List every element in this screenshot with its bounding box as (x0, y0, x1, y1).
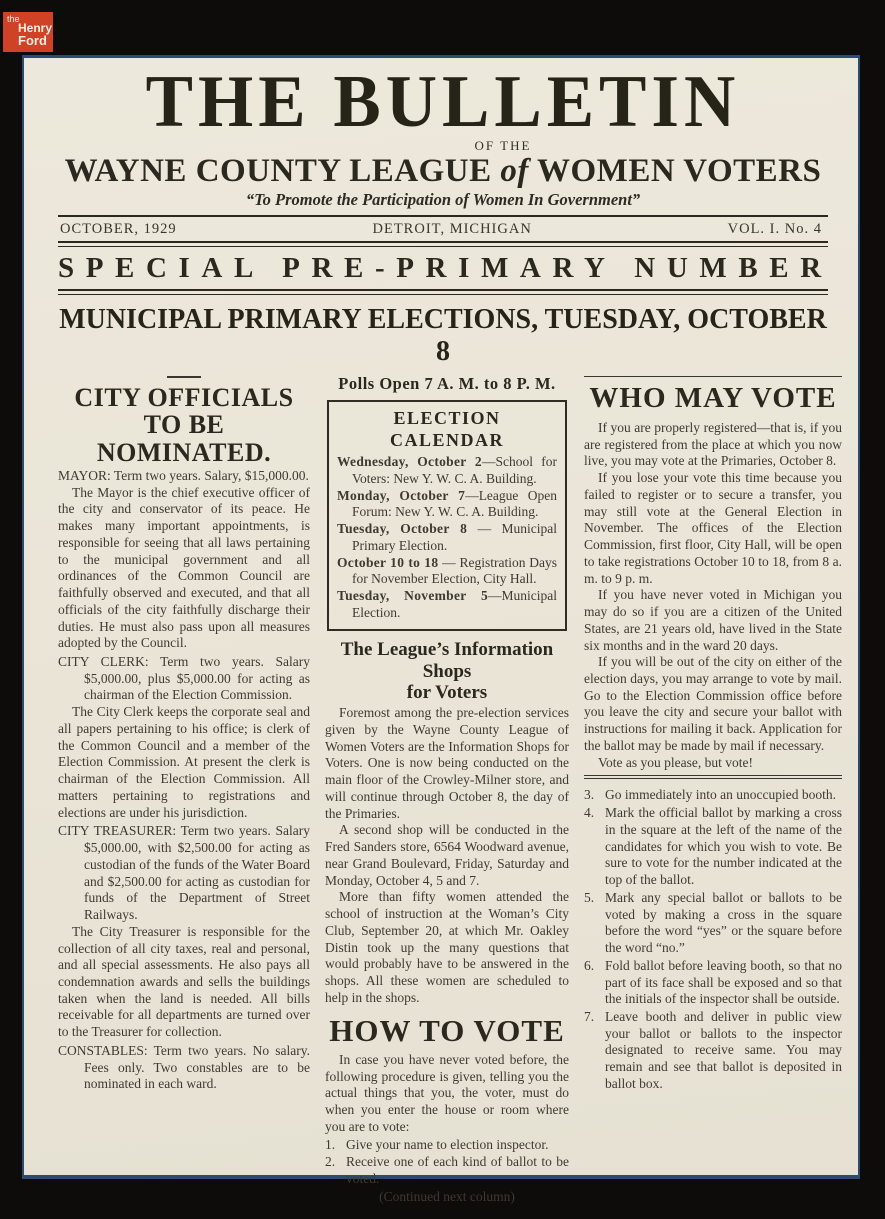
calendar-entry-text: —School for Voters: New Y. W. C. A. Building. (352, 454, 557, 486)
motto: “To Promote the Participation of Women In Government” (245, 190, 641, 210)
vote-step (325, 1154, 569, 1187)
constables-term-entry: CONSTABLES: Term two years. No salary. Fees only. Two constables are to be nominated in each ward. (58, 1042, 310, 1092)
logo-ford: Ford (18, 33, 47, 48)
information-shops-heading-line1: The League’s Information Shops (340, 639, 554, 682)
calendar-entry-text: — Municipal Primary Election. (352, 521, 557, 553)
column-layout (58, 374, 842, 1219)
logo-henry: Henry (18, 21, 53, 35)
masthead (58, 61, 828, 210)
vote-step-text: Fold ballot before leaving booth, so that no part of its face shall be exposed and so that the initials of the inspector shall be outside. (605, 957, 842, 1007)
calendar-entry-text: —League Open Forum: New Y. W. C. A. Building. (352, 487, 557, 520)
city-officials-heading-line1: CITY OFFICIALS (74, 383, 294, 413)
section-dash (167, 376, 201, 378)
logo-the: the (7, 14, 20, 24)
shops-paragraph-3: More than fifty women attended the school of instruction at the Woman’s City Club, September 20, at which Mr. Oakley Distin took up the many questions that would probably have to be answered in the shops. All these women are scheduled to help in the shops. (325, 889, 569, 1005)
city-treasurer-description: The City Treasurer is responsible for the collection of all city taxes, real and personal, and all special assessments. He also pays all condemnation awards and sells the buildings taken when the land is needed. All bills receivable for all departments are turned over to the Treasurer for collection. (58, 923, 310, 1040)
city-clerk-description: The City Clerk keeps the corporate seal and all papers pertaining to his office; is clerk of the Common Council and a member of the Election Commission. At present the clerk is chairman of the Election Commission. All matters pertaining to registrations and elections are under his jurisdiction. (58, 704, 310, 820)
calendar-entry-date: Tuesday, November 5 (337, 588, 488, 603)
column-who-may-vote (584, 374, 842, 1219)
org-name-of: of (500, 153, 529, 190)
org-name-pre: WAYNE COUNTY LEAGUE (64, 153, 492, 190)
election-calendar-title: ELECTION CALENDAR (389, 407, 504, 450)
page-title: THE BULLETIN (145, 61, 741, 143)
city-clerk-term-entry: CITY CLERK: Term two years. Salary $5,000.00, plus $5,000.00 for acting as chairman of the Election Commission. (58, 654, 310, 703)
calendar-entry (337, 488, 557, 521)
org-name-post: WOMEN VOTERS (537, 153, 822, 190)
shops-paragraph-2: A second shop will be conducted in the Fred Sanders store, 6564 Woodward avenue, near Grand Boulevard, Friday, Saturday and Monday, October 4, 5 and 7. (325, 822, 569, 888)
special-number-banner: SPECIAL PRE-PRIMARY NUMBER (58, 252, 833, 285)
calendar-entry (337, 521, 557, 554)
who-paragraph-3: If you have never voted in Michigan you may do so if you are a citizen of the United States, are 21 years old, have lived in the State six months and in the ward 20 days. (584, 587, 842, 653)
who-may-vote-top-rule (584, 376, 842, 377)
calendar-entry (337, 588, 557, 621)
dateline-volume: VOL. I. No. 4 (727, 221, 822, 238)
mayor-description: The Mayor is the chief executive officer of the city and conservator of its peace. He makes many important appointments, is responsible for seeing that all laws pertaining to the municipal government and all ordinances of the Common Council are faithfully observed and executed, and that all officials of the city faithfully discharge their duties. He must also pass upon all measures adopted by the Council. (58, 484, 310, 651)
vote-step-text: Leave booth and deliver in public view your ballot or ballots to the inspector designated to receive same. You may remain and see that ballot is deposited in ballot box. (605, 1008, 842, 1091)
vote-step-number: 1. (325, 1136, 336, 1152)
vote-step (584, 805, 842, 889)
city-treasurer-term-entry: CITY TREASURER: Term two years. Salary $5,000.00, with $2,500.00 for acting as custodian of the funds of the Water Board and $2,500.00 for acting as custodian for funds of the Department of Street Railways. (58, 823, 310, 923)
dateline (58, 217, 828, 241)
bulletin-page (22, 55, 860, 1204)
dateline-issue-date: OCTOBER, 1929 (60, 221, 177, 238)
vote-step-number: 6. (584, 957, 595, 973)
vote-step-text: Go immediately into an unoccupied booth. (605, 787, 836, 803)
vote-step-text: Mark the official ballot by marking a cross in the square at the left of the name of the candidates for which you wish to vote. Be sure to vote for the number indicated at the top of the ballot. (605, 805, 842, 888)
who-paragraph-4: If you will be out of the city on either of the election days, you may arrange to vote by mail. Go to the Election Commission office before you leave the city and secure your ballot with instructions for mailing it back. Application for the ballot may be made by mail if necessary. (584, 654, 842, 753)
vote-step-text: Mark any special ballot or ballots to be voted by making a cross in the square before the word “yes” or the square before the word “no.” (605, 889, 842, 956)
henry-ford-museum-logo (3, 12, 53, 52)
shops-paragraph-1: Foremost among the pre-election services given by the Wayne County League of Women Voters are the Information Shops for Voters. One is now being conducted on the main floor of the Crowley-Milner store, and will continue through October 8, the day of the Primaries. (325, 705, 569, 821)
who-paragraph-2: If you lose your vote this time because you failed to register or to secure a transfer, you may still vote at the General Election in November. The offices of the Election Commission, first floor, City Hall, will be open to take registrations October 10 to 18, from 8 a. m. to 9 p. m. (584, 470, 842, 586)
vote-step-text: Receive one of each kind of ballot to be voted. (346, 1154, 569, 1187)
dateline-city: DETROIT, MICHIGAN (372, 221, 532, 238)
election-calendar-box (327, 400, 567, 632)
calendar-entry-date: October 10 to 18 (337, 554, 439, 570)
vote-step-text: Give your name to election inspector. (346, 1136, 549, 1152)
continued-note: (Continued next column) (379, 1188, 515, 1204)
column-city-officials (58, 374, 310, 1219)
calendar-entry-text: — Registration Days for November Election, City Hall. (352, 554, 557, 587)
column-calendar-howto (325, 374, 569, 1219)
vote-step-number: 7. (584, 1008, 595, 1024)
vote-step-number: 5. (584, 889, 595, 905)
calendar-entry-date: Tuesday, October 8 (337, 521, 468, 537)
how-to-vote-heading: HOW TO VOTE (329, 1013, 565, 1049)
vote-step (584, 890, 842, 957)
mayor-term-entry: MAYOR: Term two years. Salary, $15,000.00. (58, 467, 309, 483)
steps-divider-rule (584, 775, 842, 779)
how-to-vote-intro: In case you have never voted before, the following procedure is given, telling you the actual things that you, the voter, must do when you enter the house or room where you are to vote: (325, 1051, 569, 1134)
information-shops-heading (325, 639, 569, 703)
calendar-entry (337, 555, 557, 588)
who-paragraph-1: If you are properly registered—that is, if you are registered from the place at which you now live, you may vote at the Primaries, October 8. (584, 420, 842, 469)
vote-step (584, 787, 842, 804)
city-officials-heading (58, 384, 310, 466)
calendar-entry-date: Monday, October 7 (337, 487, 466, 503)
vote-step (584, 1009, 842, 1093)
who-may-vote-heading: WHO MAY VOTE (589, 382, 837, 415)
calendar-entry-text: —Municipal Election. (352, 588, 557, 620)
information-shops-heading-line2: for Voters (406, 682, 488, 703)
vote-step (584, 958, 842, 1008)
masthead-of-the: OF THE (474, 138, 532, 154)
vote-step (325, 1137, 569, 1154)
calendar-entry (337, 454, 557, 487)
vote-exhortation: Vote as you please, but vote! (598, 754, 753, 770)
polls-open-notice: Polls Open 7 A. M. to 8 P. M. (338, 374, 556, 394)
calendar-entry-date: Wednesday, October 2 (337, 454, 482, 470)
city-officials-heading-line2: TO BE NOMINATED. (96, 410, 272, 467)
vote-step-number: 2. (325, 1154, 336, 1170)
main-headline: MUNICIPAL PRIMARY ELECTIONS, TUESDAY, OCTOBER 8 (59, 304, 827, 368)
vote-step-number: 4. (584, 805, 595, 821)
organization-name (58, 154, 828, 189)
vote-step-number: 3. (584, 787, 595, 803)
